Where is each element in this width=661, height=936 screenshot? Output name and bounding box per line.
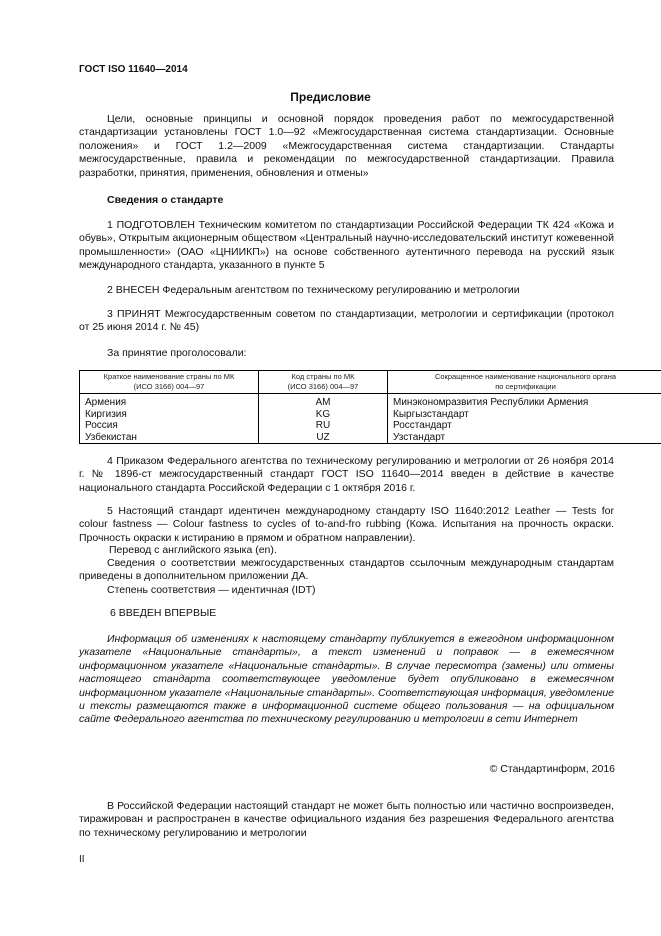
document-header: ГОСТ ISO 11640—2014: [79, 64, 188, 75]
notice-paragraph: [79, 800, 614, 840]
item-5-refs-text: Сведения о соответствии межгосударственных стандартов ссылочным международным стандартам приведены в дополнительном приложении ДА.: [79, 557, 614, 583]
cell-body: Узстандарт: [388, 432, 661, 444]
page-title: Предисловие: [290, 90, 371, 104]
voting-table: [79, 370, 661, 444]
page-number: II: [79, 854, 85, 865]
cell-code: KG: [259, 409, 388, 421]
item-2-text: 2 ВНЕСЕН Федеральным агентством по техническому регулированию и метрологии: [107, 284, 520, 296]
item-4-text: 4 Приказом Федерального агентства по техническому регулированию и метрологии от 26 ноября 2014 г. № 1896-ст межгосударственный стандарт ГОСТ ISO 11640—2014 введен в действие в качестве национального стандарта Российской Федерации с 1 октября 2016 г.: [79, 455, 614, 494]
copyright: © Стандартинформ, 2016: [489, 763, 615, 775]
cell-code: AM: [259, 394, 388, 409]
info-paragraph: [79, 633, 614, 727]
intro-text: Цели, основные принципы и основной порядок проведения работ по межгосударственной стандартизации установлены ГОСТ 1.0—92 «Межгосударственная система стандартизации. Основные положения» и ГОСТ 1.2—2009 «Межгосударственная система стандартизации. Стандарты межгосударственные, правила и рекомендации по межгосударственной стандартизации. Правила разработки, принятия, применения, обновления и отмены»: [79, 113, 614, 179]
item-5-degree: [79, 584, 614, 597]
item-2: [79, 284, 614, 297]
item-5-degree-text: Степень соответствия — идентичная (IDT): [107, 584, 316, 596]
item-1-text: 1 ПОДГОТОВЛЕН Техническим комитетом по стандартизации Российской Федерации ТК 424 «Кожа и обувь», Открытым акционерным обществом «Центральный научно-исследовательский институт кожевенной промышленности» (ОАО «ЦНИИКП») на основе собственного аутентичного перевода на русский язык международного стандарта, указанного в пункте 5: [79, 219, 614, 272]
table-header-code: Код страны по МК (ИСО 3166) 004—97: [259, 371, 388, 394]
cell-code: RU: [259, 420, 388, 432]
item-6-text: 6 ВВЕДЕН ВПЕРВЫЕ: [110, 607, 217, 619]
item-3: [79, 308, 614, 335]
notice-text: В Российской Федерации настоящий стандарт не может быть полностью или частично воспроизведен, тиражирован и распространен в качестве официального издания без разрешения Федерального агентства по техническому регулированию и метрологии: [79, 800, 614, 839]
table-header-row: [80, 371, 661, 394]
item-5-translation: [79, 544, 614, 557]
table-row: [80, 432, 661, 444]
item-5-translation-text: Перевод с английского языка (en).: [109, 544, 277, 556]
intro-paragraph: [79, 113, 614, 180]
table-header-body: Сокращенное наименование национального органа по сертификации: [388, 371, 661, 394]
cell-country: Россия: [80, 420, 259, 432]
item-4: [79, 455, 614, 495]
cell-body: Росстандарт: [388, 420, 661, 432]
table-header-country: Краткое наименование страны по МК (ИСО 3166) 004—97: [80, 371, 259, 394]
cell-country: Армения: [80, 394, 259, 409]
cell-country: Киргизия: [80, 409, 259, 421]
item-5-text: 5 Настоящий стандарт идентичен международному стандарту ISO 11640:2012 Leather — Tests for colour fastness — Colour fastness to cycles of to-and-fro rubbing (Кожа. Испытания на прочность окраски. Прочность окраски к истиранию в прямом и обратном направлении).: [79, 505, 614, 544]
item-5: [79, 505, 614, 545]
cell-country: Узбекистан: [80, 432, 259, 444]
item-3-text: 3 ПРИНЯТ Межгосударственным советом по стандартизации, метрологии и сертификации (протокол от 25 июня 2014 г. № 45): [79, 308, 614, 334]
item-6: [79, 607, 614, 620]
table-row: [80, 420, 661, 432]
section-heading: Сведения о стандарте: [107, 194, 224, 206]
info-text: Информация об изменениях к настоящему стандарту публикуется в ежегодном информационном указателе «Национальные стандарты», а текст изменений и поправок — в ежемесячном информационном указателе «Национальные стандарты». В случае пересмотра (замены) или отмены настоящего стандарта соответствующее уведомление будет опубликовано в ежемесячном информационном указателе «Национальные стандарты». Соответствующая информация, уведомление и тексты размещаются также в информационной системе общего пользования — на официальном сайте Федерального агентства по техническому регулированию и метрологии в сети Интернет: [79, 633, 614, 726]
cell-body: Минэкономразвития Республики Армения: [388, 394, 661, 409]
table-row: [80, 409, 661, 421]
item-5-refs: [79, 557, 614, 584]
item-1: [79, 219, 614, 273]
table-row: [80, 394, 661, 409]
cell-code: UZ: [259, 432, 388, 444]
voted-label: [79, 347, 614, 360]
cell-body: Кыргызстандарт: [388, 409, 661, 421]
voted-text: За принятие проголосовали:: [107, 347, 247, 359]
